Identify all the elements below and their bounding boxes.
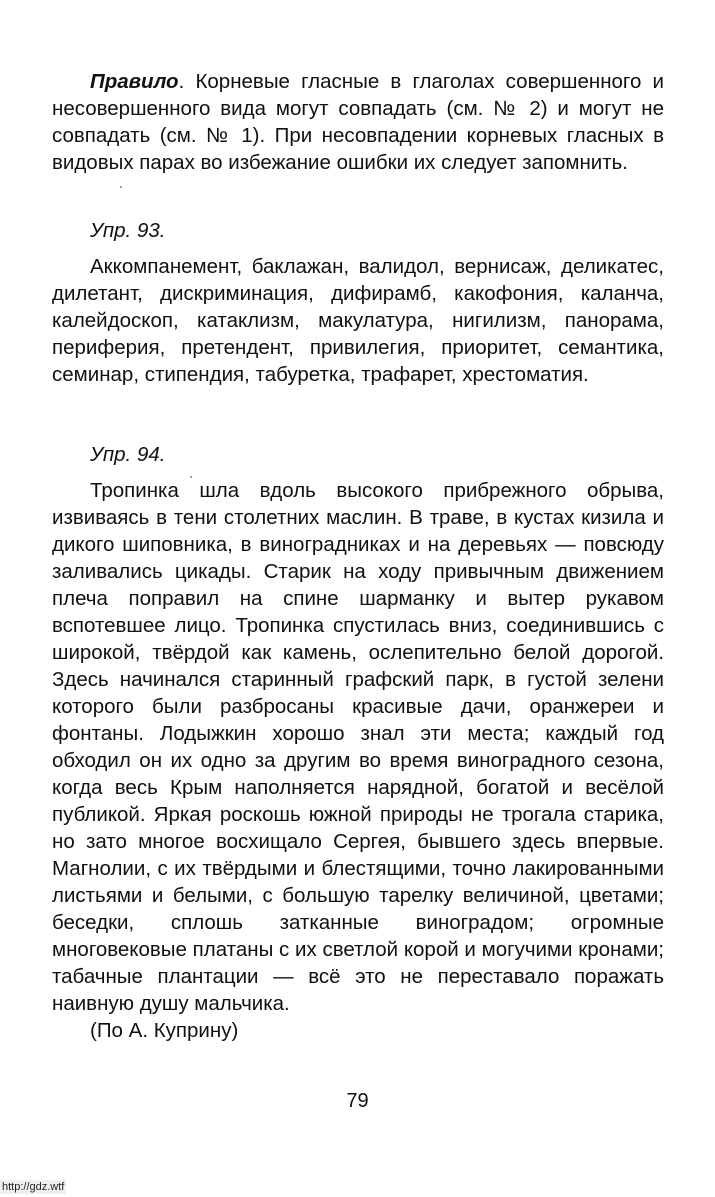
exercise-93-text: Аккомпанемент, баклажан, валидол, вернисаж, деликатес, дилетант, дискриминация, дифирамб, какофония, каланча, калейдоскоп, катаклизм, макулатура, нигилизм, панорама, периферия, претендент, привилегия, приоритет, семантика, семинар, стипендия, табуретка, трафарет, хрестоматия.	[52, 255, 664, 386]
exercise-94-source: (По А. Куприну)	[90, 1019, 239, 1042]
print-speck	[190, 476, 192, 478]
print-speck	[120, 186, 122, 188]
exercise-94-title: Упр. 94.	[90, 443, 166, 466]
page-content	[52, 68, 664, 1044]
exercise-94-text: Тропинка шла вдоль высокого прибрежного обрыва, извиваясь в тени столетних маслин. В траве, в кустах кизила и дикого шиповника, в виноградниках и на деревьях — повсюду заливались цикады. Старик на ходу привычным движением плеча поправил на спине шарманку и вытер рукавом вспотевшее лицо. Тропинка спустилась вниз, соединившись с широкой, твёрдой как камень, ослепительно белой дорогой. Здесь начинался старинный графский парк, в густой зелени которого были разбросаны красивые дачи, оранжереи и фонтаны. Лодыжкин хорошо знал эти места; каждый год обходил он их одно за другим во время виноградного сезона, когда весь Крым наполняется нарядной, богатой и весёлой публикой. Яркая роскошь южной природы не трогала старика, но зато многое восхищало Сергея, бывшего здесь впервые. Магнолии, с их твёрдыми и блестящими, точно лакированными листьями и белыми, с большую тарелку величиной, цветами; беседки, сплошь затканные виноградом; огромные многовековые платаны с их светлой корой и могучими кронами; табачные плантации — всё это не переставало поражать наивную душу мальчика.	[52, 479, 664, 1015]
rule-text: . Корневые гласные в глаголах совершенного и несовершенного вида могут совпадать (см. № 2) и могут не совпадать (см. № 1). При несовпадении корневых гласных в видовых парах во избежание ошибки их следует запомнить.	[52, 70, 664, 174]
exercise-93-title: Упр. 93.	[90, 219, 166, 242]
page-number: 79	[346, 1090, 369, 1112]
section-gap	[52, 176, 664, 217]
watermark-link[interactable]: http://gdz.wtf	[2, 1181, 65, 1193]
section-gap	[52, 388, 664, 441]
rule-paragraph	[52, 68, 664, 176]
rule-label: Правило	[90, 70, 179, 93]
